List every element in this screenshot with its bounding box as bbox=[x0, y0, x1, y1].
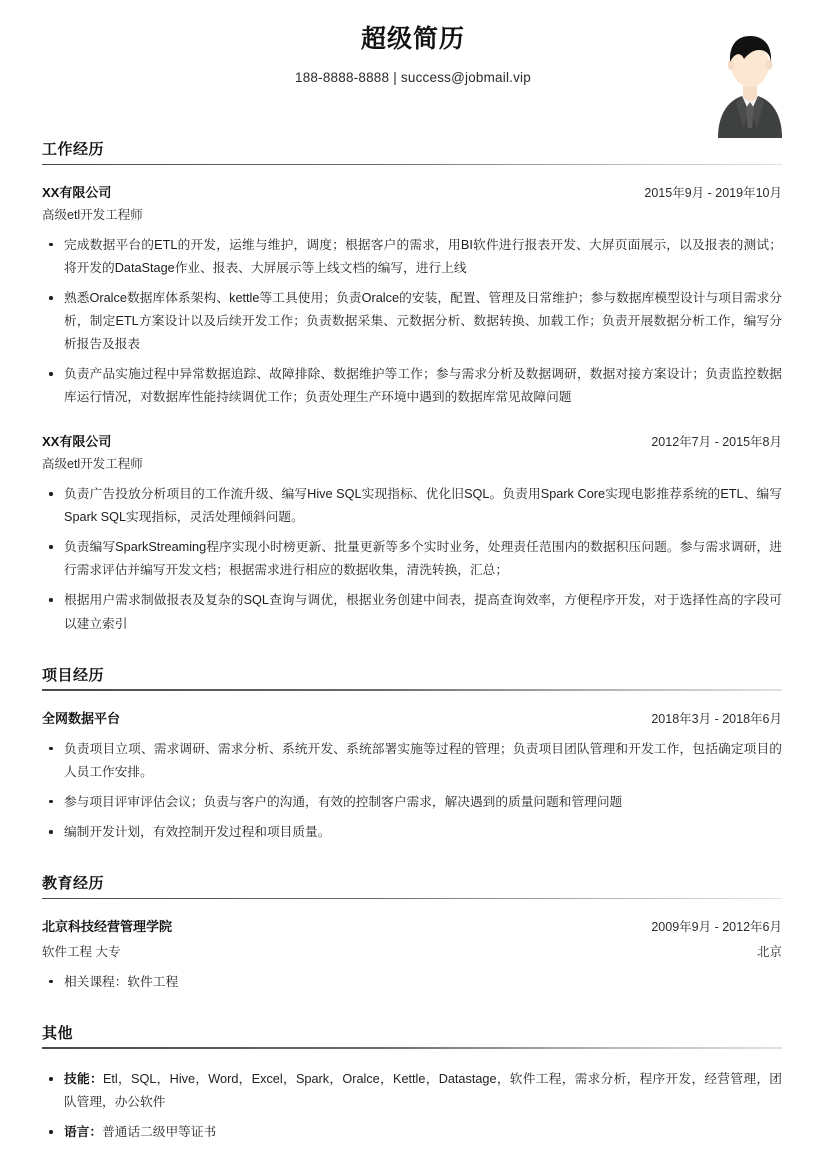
project-name: 全网数据平台 bbox=[42, 710, 121, 726]
work-entry bbox=[42, 433, 782, 635]
section-education bbox=[42, 874, 782, 994]
project-entry-header bbox=[42, 710, 782, 729]
section-header-education bbox=[42, 874, 782, 904]
list-item: 负责广告投放分析项目的工作流升级、编写Hive SQL实现指标、优化旧SQL。负责用Spark Core实现电影推荐系统的ETL、编写Spark SQL实现指标，灵活处理倾斜问题。 bbox=[42, 483, 782, 529]
list-item: 负责项目立项、需求调研、需求分析、系统开发、系统部署实施等过程的管理；负责项目团队管理和开发工作，包括确定项目的人员工作安排。 bbox=[42, 738, 782, 784]
language-label: 语言： bbox=[64, 1125, 103, 1140]
spacer bbox=[42, 854, 782, 874]
work-responsibility-list bbox=[42, 483, 782, 636]
education-date-range: 2009年9月 - 2012年6月 bbox=[651, 920, 782, 935]
employment-date-range: 2015年9月 - 2019年10月 bbox=[644, 186, 782, 201]
list-item: 相关课程：软件工程 bbox=[42, 971, 782, 994]
list-item: 参与项目评审评估会议；负责与客户的沟通，有效的控制客户需求，解决遇到的质量问题和管理问题 bbox=[42, 791, 782, 814]
skills-label: 技能： bbox=[64, 1071, 103, 1086]
spacer bbox=[42, 419, 782, 433]
list-item: 负责产品实施过程中异常数据追踪、故障排除、数据维护等工作；参与需求分析及数据调研，数据对接方案设计；负责监控数据库运行情况，对数据库性能持续调优工作；负责处理生产环境中遇到的数据库常见故障问题 bbox=[42, 363, 782, 409]
contact-separator: | bbox=[393, 70, 397, 85]
section-work-experience bbox=[42, 140, 782, 636]
section-divider bbox=[42, 164, 782, 166]
section-other bbox=[42, 1024, 782, 1144]
avatar-illustration-icon bbox=[712, 28, 788, 138]
job-title: 高级etl开发工程师 bbox=[42, 207, 143, 222]
company-name: XX有限公司 bbox=[42, 185, 112, 201]
list-item: 根据用户需求制做报表及复杂的SQL查询与调优，根据业务创建中间表，提高查询效率，方便程序开发，对于选择性高的字段可以建立索引 bbox=[42, 589, 782, 635]
education-location: 北京 bbox=[756, 945, 782, 960]
avatar bbox=[712, 28, 788, 138]
section-title-project: 项目经历 bbox=[42, 666, 105, 684]
project-responsibility-list bbox=[42, 738, 782, 844]
page-title: 超级简历 bbox=[360, 25, 465, 53]
email-address: success@jobmail.vip bbox=[400, 70, 531, 85]
education-detail-list bbox=[42, 971, 782, 994]
list-item: 编制开发计划，有效控制开发过程和项目质量。 bbox=[42, 821, 782, 844]
resume-header bbox=[0, 0, 826, 140]
spacer bbox=[42, 646, 782, 666]
education-entry-header bbox=[42, 918, 782, 937]
list-item bbox=[42, 1068, 782, 1114]
section-title-other: 其他 bbox=[42, 1024, 74, 1042]
section-header-work bbox=[42, 140, 782, 170]
spacer bbox=[42, 1004, 782, 1024]
section-title-education: 教育经历 bbox=[42, 875, 105, 893]
section-header-project bbox=[42, 666, 782, 696]
job-title: 高级etl开发工程师 bbox=[42, 457, 143, 472]
header-center-block bbox=[0, 24, 826, 85]
list-item bbox=[42, 1121, 782, 1144]
education-entry-subheader bbox=[42, 940, 782, 962]
skills-value: Etl，SQL，Hive，Word，Excel，Spark，Oralce，Kettle，Datastage，软件工程，需求分析，程序开发，经营管理，团队管理，办公软件 bbox=[64, 1071, 782, 1110]
list-item: 完成数据平台的ETL的开发，运维与维护，调度；根据客户的需求，用BI软件进行报表开发、大屏页面展示，以及报表的测试；将开发的DataStage作业、报表、大屏展示等上线文档的编写，进行上线 bbox=[42, 234, 782, 280]
work-entry-header bbox=[42, 184, 782, 203]
resume-body bbox=[0, 140, 826, 1144]
section-divider bbox=[42, 898, 782, 900]
section-divider bbox=[42, 1047, 782, 1049]
list-item: 负责编写SparkStreaming程序实现小时榜更新、批量更新等多个实时业务，处理责任范围内的数据积压问题。参与需求调研，进行需求评估并编写开发文档；根据需求进行相应的数据收集，清洗转换，汇总； bbox=[42, 536, 782, 582]
work-responsibility-list bbox=[42, 234, 782, 410]
project-entry bbox=[42, 710, 782, 844]
section-title-work: 工作经历 bbox=[42, 141, 105, 158]
list-item: 熟悉Oralce数据库体系架构、kettle等工具使用；负责Oralce的安装，配置、管理及日常维护；参与数据库模型设计与项目需求分析，制定ETL方案设计以及后续开发工作；负责数据采集、元数据分析、数据转换、加载工作；负责开展数据分析工作，编写分析报告及报表 bbox=[42, 287, 782, 356]
section-project-experience bbox=[42, 666, 782, 844]
section-header-other bbox=[42, 1024, 782, 1054]
section-divider bbox=[42, 689, 782, 691]
contact-line bbox=[120, 70, 706, 85]
other-detail-list bbox=[42, 1068, 782, 1144]
project-date-range: 2018年3月 - 2018年6月 bbox=[651, 711, 782, 726]
company-name: XX有限公司 bbox=[42, 434, 112, 450]
work-entry-header bbox=[42, 433, 782, 452]
language-value: 普通话二级甲等证书 bbox=[102, 1125, 217, 1140]
work-entry bbox=[42, 184, 782, 409]
major-and-degree: 软件工程 大专 bbox=[42, 945, 121, 960]
education-entry bbox=[42, 918, 782, 994]
employment-date-range: 2012年7月 - 2015年8月 bbox=[651, 435, 782, 450]
school-name: 北京科技经营管理学院 bbox=[42, 919, 173, 935]
phone-number: 188-8888-8888 bbox=[295, 70, 390, 85]
